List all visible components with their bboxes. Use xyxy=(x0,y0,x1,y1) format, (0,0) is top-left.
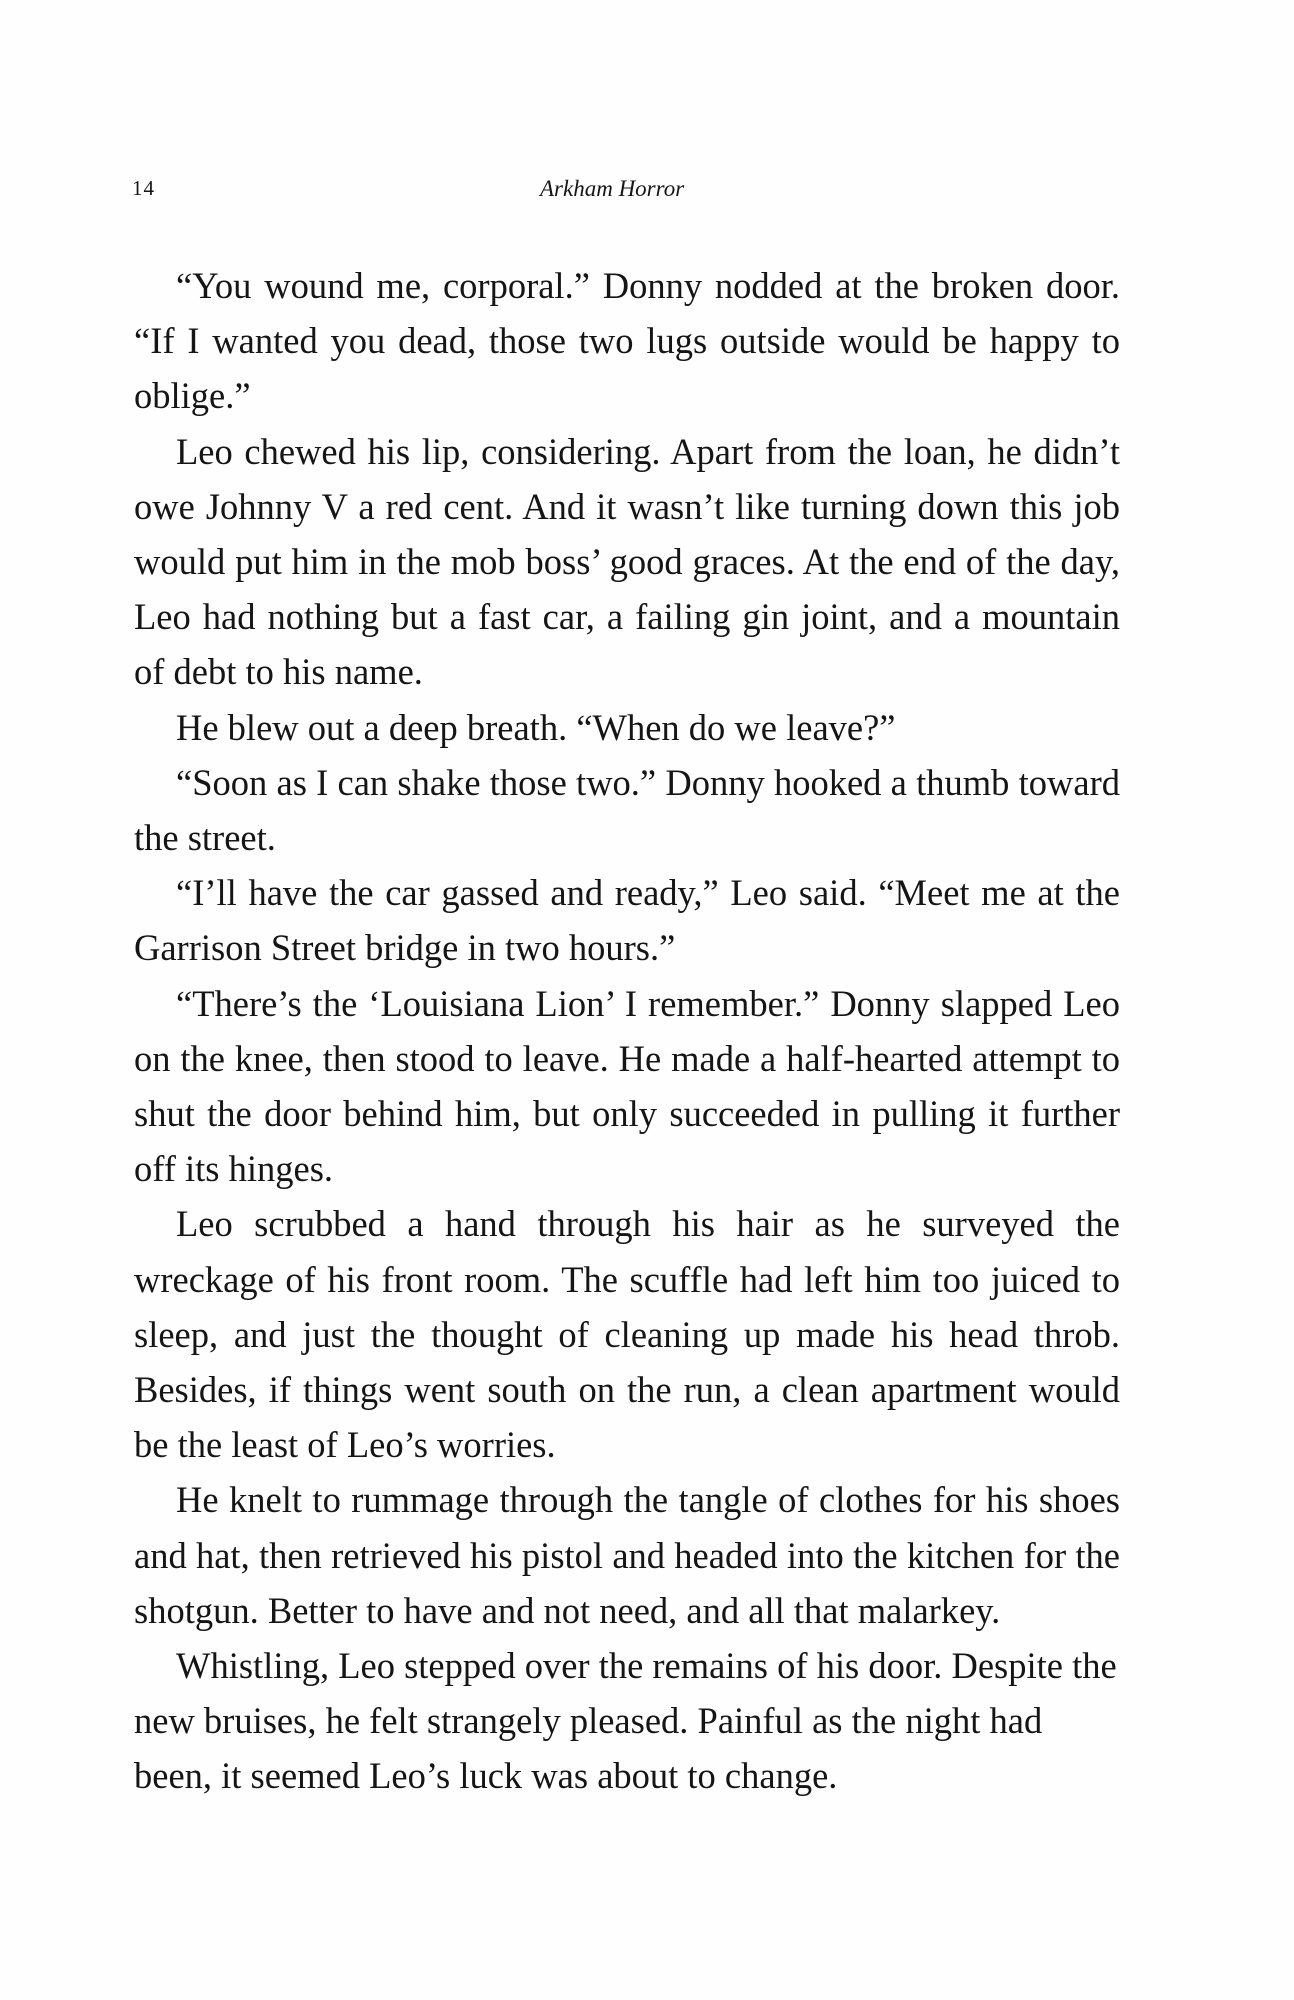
page-number: 14 xyxy=(132,176,155,200)
paragraph: “You wound me, corporal.” Donny nodded at the broken door. “If I wanted you dead, those two lugs outside would be happy to oblige.” xyxy=(134,265,1120,417)
paragraph: He knelt to rummage through the tangle of clothes for his shoes and hat, then retrieved his pistol and headed into the kitchen for the shotgun. Better to have and not need, and all that malarkey. xyxy=(134,1479,1120,1631)
paragraph: He blew out a deep breath. “When do we leave?” xyxy=(176,706,896,748)
book-title: Arkham Horror xyxy=(540,176,685,201)
running-head xyxy=(0,176,1294,216)
paragraph: Whistling, Leo stepped over the remains of his door. Despite the new bruises, he felt strangely pleased. Painful as the night had been, it seemed Leo’s luck was about to change. xyxy=(134,1645,1117,1797)
body-text xyxy=(134,258,1120,1804)
paragraph: Leo chewed his lip, considering. Apart from the loan, he didn’t owe Johnny V a red cent. And it wasn’t like turning down this job would put him in the mob boss’ good graces. At the end of the day, Leo had nothing but a fast car, a failing gin joint, and a mountain of debt to his name. xyxy=(134,430,1120,693)
paragraph: “Soon as I can shake those two.” Donny hooked a thumb toward the street. xyxy=(134,761,1120,859)
paragraph: Leo scrubbed a hand through his hair as he surveyed the wreckage of his front room. The scuffle had left him too juiced to sleep, and just the thought of cleaning up made his head throb. Besides, if things went south on the run, a clean apartment would be the least of Leo’s worries. xyxy=(134,1203,1120,1466)
paragraph: “I’ll have the car gassed and ready,” Leo said. “Meet me at the Garrison Street bridge in two hours.” xyxy=(134,872,1120,969)
paragraph: “There’s the ‘Louisiana Lion’ I remember.” Donny slapped Leo on the knee, then stood to leave. He made a half-hearted attempt to shut the door behind him, but only succeeded in pulling it further off its hinges. xyxy=(134,982,1120,1190)
